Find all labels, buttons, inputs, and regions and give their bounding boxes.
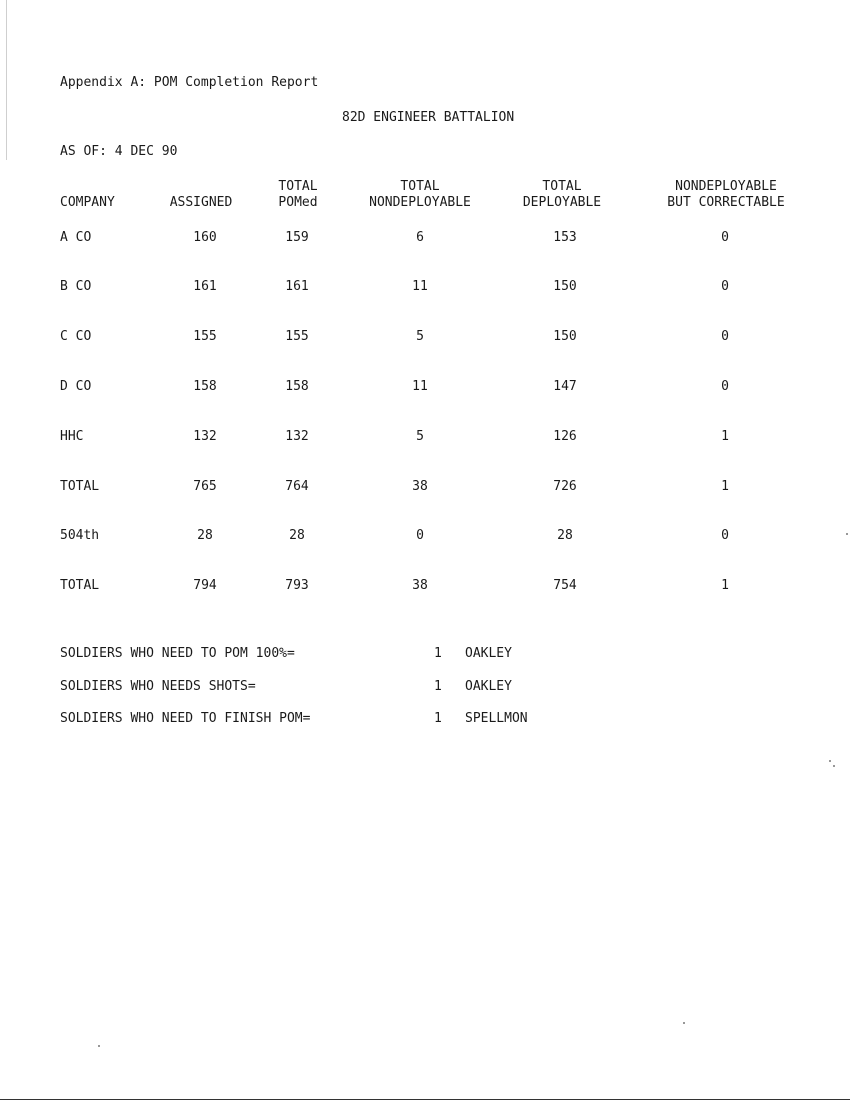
table-cell: 0	[416, 528, 424, 543]
note-name: SPELLMON	[465, 711, 528, 726]
table-cell: 764	[285, 479, 309, 494]
table-cell: 38	[412, 479, 428, 494]
table-cell: 0	[721, 329, 729, 344]
table-cell: 161	[193, 279, 217, 294]
note-count: 1	[434, 679, 442, 694]
table-cell: 11	[412, 379, 428, 394]
table-cell: 793	[285, 578, 309, 593]
table-cell: 1	[721, 429, 729, 444]
scan-speck	[829, 760, 831, 762]
unit-name: 82D ENGINEER BATTALION	[342, 110, 515, 125]
table-cell: 765	[193, 479, 217, 494]
note-name: OAKLEY	[465, 646, 512, 661]
scan-speck	[683, 1022, 685, 1024]
table-cell: 11	[412, 279, 428, 294]
table-cell: 726	[553, 479, 577, 494]
column-header: COMPANY	[60, 195, 115, 210]
table-cell: 1	[721, 578, 729, 593]
table-cell: 28	[289, 528, 305, 543]
column-header: POMed	[278, 195, 318, 210]
table-cell: 150	[553, 329, 577, 344]
note-label: SOLDIERS WHO NEED TO POM 100%=	[60, 646, 295, 661]
row-label: TOTAL	[60, 578, 100, 593]
note-name: OAKLEY	[465, 679, 512, 694]
table-cell: 132	[285, 429, 309, 444]
table-cell: 6	[416, 230, 424, 245]
table-cell: 155	[285, 329, 309, 344]
table-cell: 161	[285, 279, 309, 294]
column-header: DEPLOYABLE	[522, 195, 602, 210]
row-label: 504th	[60, 528, 100, 543]
table-cell: 754	[553, 578, 577, 593]
note-label: SOLDIERS WHO NEED TO FINISH POM=	[60, 711, 311, 726]
column-header: NONDEPLOYABLE	[369, 195, 471, 210]
column-header: BUT CORRECTABLE	[667, 195, 785, 210]
table-cell: 150	[553, 279, 577, 294]
table-cell: 153	[553, 230, 577, 245]
row-label: TOTAL	[60, 479, 100, 494]
bottom-rule	[0, 1099, 850, 1100]
table-cell: 132	[193, 429, 217, 444]
scan-edge-line	[6, 0, 7, 160]
table-cell: 126	[553, 429, 577, 444]
table-cell: 158	[193, 379, 217, 394]
table-cell: 155	[193, 329, 217, 344]
note-count: 1	[434, 646, 442, 661]
table-cell: 158	[285, 379, 309, 394]
table-cell: 147	[553, 379, 577, 394]
table-cell: 0	[721, 528, 729, 543]
column-header: TOTAL	[400, 179, 440, 194]
row-label: C CO	[60, 329, 92, 344]
table-cell: 0	[721, 230, 729, 245]
column-header: TOTAL	[278, 179, 318, 194]
scan-speck	[846, 533, 848, 535]
table-cell: 5	[416, 429, 424, 444]
table-cell: 0	[721, 379, 729, 394]
column-header: NONDEPLOYABLE	[675, 179, 777, 194]
table-cell: 5	[416, 329, 424, 344]
note-label: SOLDIERS WHO NEEDS SHOTS=	[60, 679, 256, 694]
column-header: ASSIGNED	[169, 195, 233, 210]
table-cell: 28	[197, 528, 213, 543]
note-count: 1	[434, 711, 442, 726]
row-label: A CO	[60, 230, 92, 245]
table-cell: 160	[193, 230, 217, 245]
scan-speck	[98, 1045, 100, 1047]
table-cell: 1	[721, 479, 729, 494]
row-label: HHC	[60, 429, 84, 444]
scan-speck	[833, 765, 835, 767]
table-cell: 28	[557, 528, 573, 543]
table-cell: 159	[285, 230, 309, 245]
table-cell: 38	[412, 578, 428, 593]
as-of-date: AS OF: 4 DEC 90	[60, 144, 178, 159]
table-cell: 0	[721, 279, 729, 294]
row-label: D CO	[60, 379, 92, 394]
report-title: Appendix A: POM Completion Report	[60, 75, 319, 90]
column-header: TOTAL	[542, 179, 582, 194]
row-label: B CO	[60, 279, 92, 294]
table-cell: 794	[193, 578, 217, 593]
